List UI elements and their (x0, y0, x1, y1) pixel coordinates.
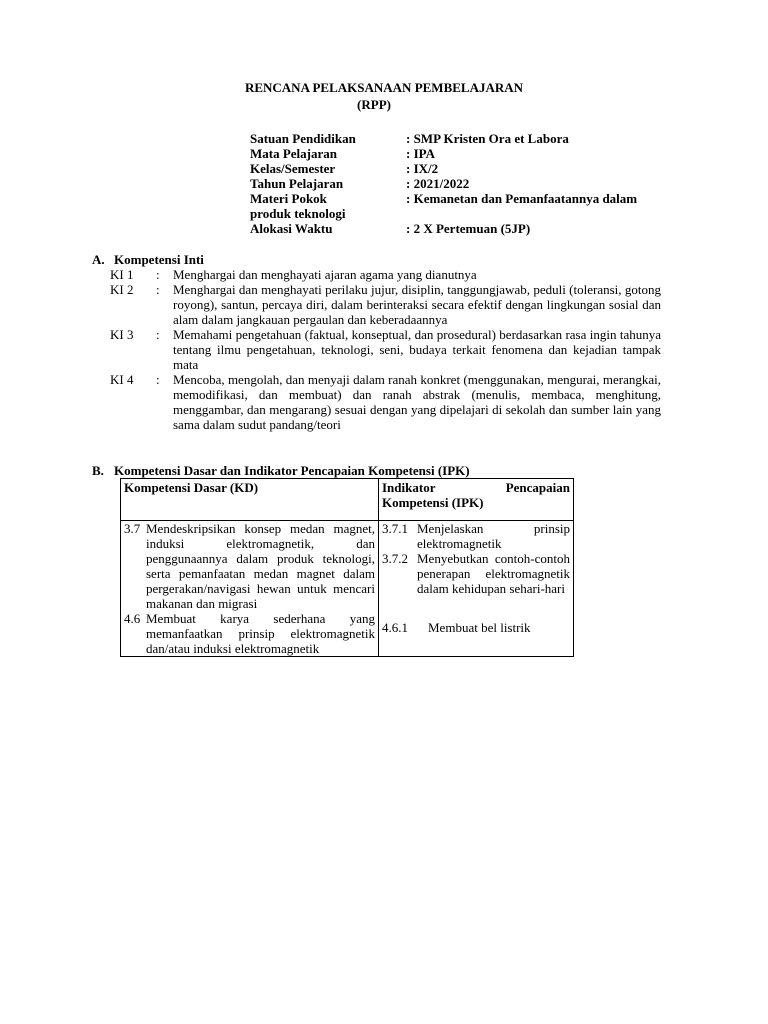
header-ipk-word1: Indikator (382, 480, 436, 495)
meta-row-mapel (250, 146, 690, 161)
kd-text: Membuat karya sederhana yang memanfaatkan prinsip elektromagnetik dan/atau induksi elektromagnetik (146, 611, 375, 656)
meta-materi-continuation: produk teknologi (250, 206, 346, 221)
kd-item (124, 611, 375, 656)
header-ipk-line1 (382, 480, 570, 495)
meta-label: Alokasi Waktu (250, 221, 333, 236)
table-row (121, 521, 574, 657)
meta-value: : Kemanetan dan Pemanfaatannya dalam (406, 191, 638, 206)
ki-item (110, 282, 661, 327)
ki-text: Mencoba, mengolah, dan menyaji dalam ranah konkret (menggunakan, mengurai, merangkai, memodifikasi, dan membuat) dan ranah abstrak (menulis, membaca, menghitung, menggambar, dan mengarang) sesuai dengan yang dipelajari di sekolah dan sumber lain yang sama dalam sudut pandang/teori (173, 372, 661, 432)
meta-value: : 2021/2022 (406, 176, 470, 191)
meta-value: : IX/2 (406, 161, 439, 176)
meta-value: : IPA (406, 146, 436, 161)
ipk-item (382, 521, 570, 551)
ki-code: KI 1 (110, 267, 134, 282)
ki-colon: : (156, 327, 160, 342)
ki-text: Memahami pengetahuan (faktual, konseptual, dan prosedural) berdasarkan rasa ingin tahunya tentang ilmu pengetahuan, teknologi, seni, budaya terkait fenomena dan kejadian tampak mata (173, 327, 661, 372)
meta-value: : 2 X Pertemuan (5JP) (406, 221, 531, 236)
kompetensi-inti-list (110, 267, 661, 432)
section-title: Kompetensi Dasar dan Indikator Pencapaian Kompetensi (IPK) (114, 463, 470, 478)
ki-item (110, 372, 661, 432)
meta-label: Materi Pokok (250, 191, 327, 206)
kd-num: 4.6 (124, 611, 141, 626)
header-ipk (379, 479, 574, 521)
section-title: Kompetensi Inti (114, 252, 204, 267)
ipk-item (382, 551, 570, 596)
ipk-num: 3.7.2 (382, 551, 408, 566)
table-header-row (121, 479, 574, 521)
ki-colon: : (156, 267, 160, 282)
section-letter: B. (92, 463, 104, 478)
ipk-num: 4.6.1 (382, 620, 408, 635)
header-kd: Kompetensi Dasar (KD) (121, 479, 379, 521)
ki-colon: : (156, 282, 160, 297)
meta-label: Tahun Pelajaran (250, 176, 344, 191)
header-ipk-word2: Pencapaian (505, 480, 570, 495)
ipk-cell (379, 521, 574, 657)
ipk-item (382, 620, 570, 635)
ki-item (110, 267, 661, 282)
document-subtitle: (RPP) (357, 97, 391, 112)
section-a-heading (92, 252, 204, 267)
kd-num: 3.7 (124, 521, 141, 536)
ki-code: KI 4 (110, 372, 134, 387)
meta-row-alokasi (250, 221, 690, 236)
header-ipk-line2: Kompetensi (IPK) (382, 495, 484, 510)
meta-row-tahun (250, 176, 690, 191)
ipk-text: Menjelaskan prinsip elektromagnetik (417, 521, 570, 551)
ki-text: Menghargai dan menghayati perilaku jujur, disiplin, tanggungjawab, peduli (toleransi, gotong royong), santun, percaya diri, dalam berinteraksi secara efektif dengan lingkungan sosial dan alam dalam jangkauan pergaulan dan keberadaannya (173, 282, 661, 327)
meta-label: Kelas/Semester (250, 161, 336, 176)
ki-colon: : (156, 372, 160, 387)
ki-code: KI 2 (110, 282, 134, 297)
kd-text: Mendeskripsikan konsep medan magnet, induksi elektromagnetik, dan penggunaannya dalam produk teknologi, serta pemanfaatan medan magnet dalam pergerakan/navigasi hewan untuk mencari makanan dan migrasi (146, 521, 375, 611)
meta-label: Satuan Pendidikan (250, 131, 356, 146)
section-b-heading (92, 463, 470, 478)
ipk-text: Menyebutkan contoh-contoh penerapan elektromagnetik dalam kehidupan sehari-hari (417, 551, 570, 596)
meta-value: : SMP Kristen Ora et Labora (406, 131, 569, 146)
kd-ipk-table (120, 478, 574, 657)
ki-item (110, 327, 661, 372)
ipk-num: 3.7.1 (382, 521, 408, 536)
kd-cell (121, 521, 379, 657)
document-title: RENCANA PELAKSANAAN PEMBELAJARAN (244, 80, 524, 95)
section-letter: A. (92, 252, 105, 267)
identity-block (250, 131, 690, 236)
meta-row-kelas (250, 161, 690, 176)
ki-code: KI 3 (110, 327, 134, 342)
kd-item (124, 521, 375, 611)
ki-text: Menghargai dan menghayati ajaran agama yang dianutnya (173, 267, 477, 282)
meta-row-materi (250, 191, 690, 206)
meta-label: Mata Pelajaran (250, 146, 338, 161)
ipk-text: Membuat bel listrik (428, 620, 531, 635)
meta-row-satuan (250, 131, 690, 146)
